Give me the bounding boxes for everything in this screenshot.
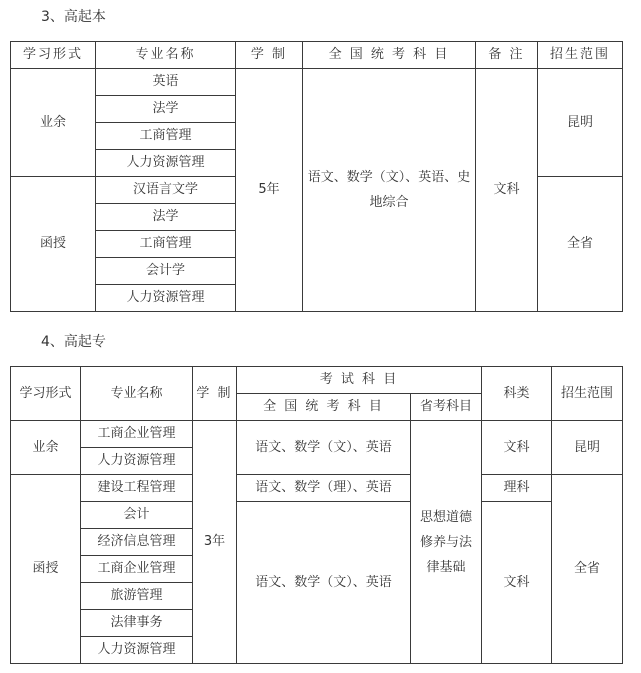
- range-cell: 昆明: [552, 421, 623, 475]
- category-cell: 文科: [482, 421, 552, 475]
- subjects-cell: 语文、数学（文）、英语: [237, 502, 411, 664]
- header-range: 招生范围: [538, 42, 623, 69]
- duration-cell: 3年: [193, 421, 237, 664]
- subjects-cell: 语文、数学（文）、英语: [237, 421, 411, 475]
- section4-table: [10, 366, 623, 664]
- category-cell: 理科: [482, 475, 552, 502]
- subjects-cell: 语文、数学（文）、英语、史地综合: [303, 69, 476, 312]
- duration-cell: 5年: [236, 69, 303, 312]
- subjects-cell: 语文、数学（理）、英语: [237, 475, 411, 502]
- major-cell: 人力资源管理: [81, 448, 193, 475]
- form-cell: 业余: [11, 421, 81, 475]
- note-cell: 文科: [476, 69, 538, 312]
- category-cell: 文科: [482, 502, 552, 664]
- header-duration: 学 制: [236, 42, 303, 69]
- form-cell: 业余: [11, 69, 96, 177]
- range-cell: 全省: [538, 177, 623, 312]
- header-category: 科类: [482, 367, 552, 421]
- major-cell: 人力资源管理: [96, 285, 236, 312]
- range-cell: 全省: [552, 475, 623, 664]
- major-cell: 法学: [96, 96, 236, 123]
- header-exam-provincial: 省考科目: [411, 394, 482, 421]
- major-cell: 会计: [81, 502, 193, 529]
- form-cell: 函授: [11, 177, 96, 312]
- header-exam: 考 试 科 目: [237, 367, 482, 394]
- major-cell: 建设工程管理: [81, 475, 193, 502]
- major-cell: 工商企业管理: [81, 556, 193, 583]
- major-cell: 会计学: [96, 258, 236, 285]
- header-major: 专业名称: [81, 367, 193, 421]
- major-cell: 法律事务: [81, 610, 193, 637]
- header-subjects: 全 国 统 考 科 目: [303, 42, 476, 69]
- header-duration: 学 制: [193, 367, 237, 421]
- header-form: 学习形式: [11, 367, 81, 421]
- major-cell: 经济信息管理: [81, 529, 193, 556]
- major-cell: 工商企业管理: [81, 421, 193, 448]
- major-cell: 人力资源管理: [81, 637, 193, 664]
- header-form: 学习形式: [11, 42, 96, 69]
- major-cell: 汉语言文学: [96, 177, 236, 204]
- header-range: 招生范围: [552, 367, 623, 421]
- major-cell: 法学: [96, 204, 236, 231]
- header-note: 备 注: [476, 42, 538, 69]
- range-cell: 昆明: [538, 69, 623, 177]
- section3-title: 3、高起本: [41, 9, 106, 25]
- major-cell: 英语: [96, 69, 236, 96]
- provincial-subject-cell: 思想道德修养与法律基础: [411, 421, 482, 664]
- header-exam-national: 全 国 统 考 科 目: [237, 394, 411, 421]
- major-cell: 工商管理: [96, 231, 236, 258]
- header-major: 专业名称: [96, 42, 236, 69]
- major-cell: 旅游管理: [81, 583, 193, 610]
- section4-title: 4、高起专: [41, 334, 106, 350]
- form-cell: 函授: [11, 475, 81, 664]
- major-cell: 工商管理: [96, 123, 236, 150]
- major-cell: 人力资源管理: [96, 150, 236, 177]
- section3-table: [10, 41, 623, 312]
